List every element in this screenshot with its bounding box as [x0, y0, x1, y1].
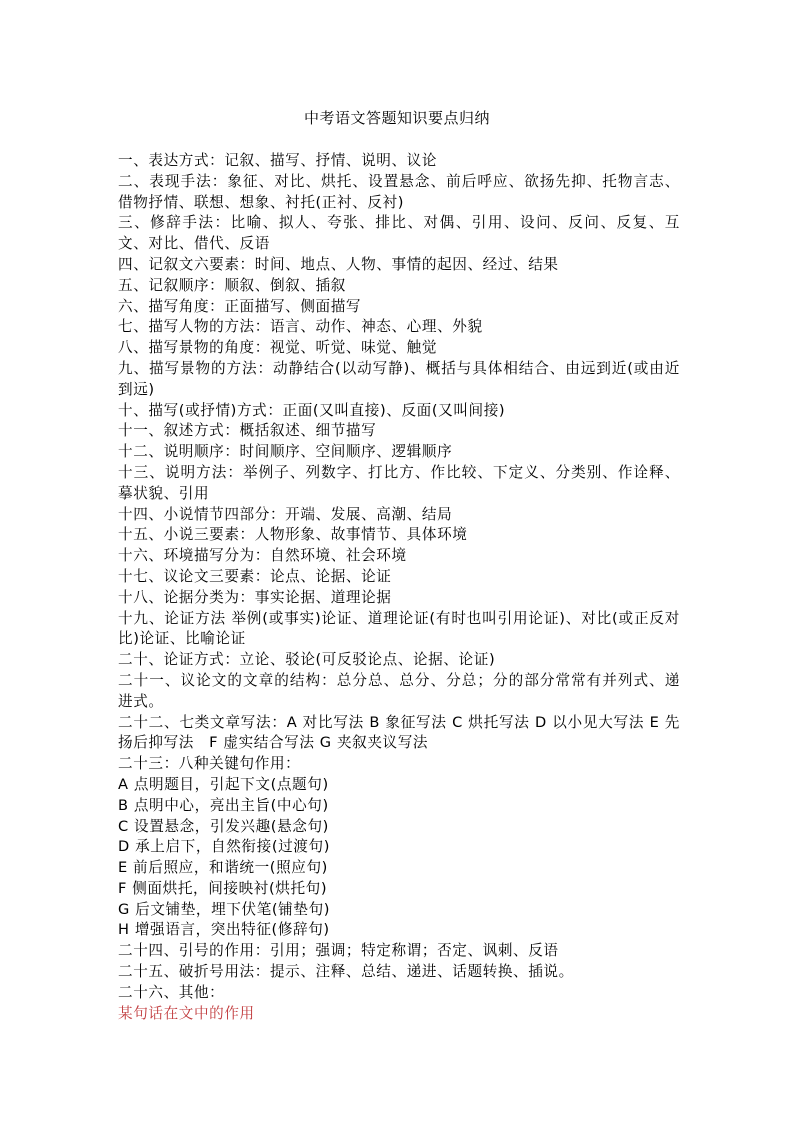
paragraph-18: 十八、论据分类为：事实论据、道理论据	[118, 588, 392, 606]
key-sentence-b: B 点明中心，亮出主旨(中心句)	[118, 796, 329, 814]
paragraph-3: 三、修辞手法：比喻、拟人、夸张、排比、对偶、引用、设问、反问、反复、互文、对比、借代、反语	[118, 214, 680, 253]
paragraph-4: 四、记叙文六要素：时间、地点、人物、事情的起因、经过、结果	[118, 255, 559, 273]
paragraph-8: 八、描写景物的角度：视觉、听觉、味觉、触觉	[118, 339, 438, 357]
key-sentence-d: D 承上启下，自然衔接(过渡句)	[118, 838, 330, 856]
paragraph-21: 二十一、议论文的文章的结构：总分总、总分、分总；分的部分常常有并列式、递进式。	[118, 671, 680, 710]
paragraph-17: 十七、议论文三要素：论点、论据、论证	[118, 567, 392, 585]
highlighted-heading: 某句话在文中的作用	[118, 1004, 255, 1022]
paragraph-23: 二十三：八种关键句作用：	[118, 755, 301, 773]
paragraph-15: 十五、小说三要素：人物形象、故事情节、具体环境	[118, 526, 468, 544]
document-title: 中考语文答题知识要点归纳	[303, 109, 490, 127]
key-sentence-a: A 点明题目，引起下文(点题句)	[118, 775, 329, 793]
paragraph-2: 二、表现手法：象征、对比、烘托、设置悬念、前后呼应、欲扬先抑、托物言志、借物抒情、联想、想象、衬托(正衬、反衬)	[118, 172, 680, 211]
key-sentence-e: E 前后照应，和谐统一(照应句)	[118, 859, 328, 877]
paragraph-9: 九、描写景物的方法：动静结合(以动写静)、概括与具体相结合、由远到近(或由近到远)	[118, 359, 680, 398]
paragraph-20: 二十、论证方式：立论、驳论(可反驳论点、论据、论证)	[118, 651, 496, 669]
paragraph-12: 十二、说明顺序：时间顺序、空间顺序、逻辑顺序	[118, 443, 453, 461]
paragraph-6: 六、描写角度：正面描写、侧面描写	[118, 297, 362, 315]
paragraph-16: 十六、环境描写分为：自然环境、社会环境	[118, 547, 407, 565]
paragraph-24: 二十四、引号的作用：引用；强调；特定称谓；否定、讽刺、反语	[118, 942, 559, 960]
paragraph-10: 十、描写(或抒情)方式：正面(又叫直接)、反面(又叫间接)	[118, 401, 506, 419]
paragraph-26: 二十六、其他：	[118, 983, 225, 1001]
paragraph-13: 十三、说明方法：举例子、列数字、打比方、作比较、下定义、分类别、作诠释、摹状貌、引用	[118, 463, 680, 502]
paragraph-7: 七、描写人物的方法：语言、动作、神态、心理、外貌	[118, 318, 483, 336]
key-sentence-h: H 增强语言，突出特征(修辞句)	[118, 921, 330, 939]
key-sentence-g: G 后文铺垫，埋下伏笔(铺垫句)	[118, 900, 331, 918]
paragraph-5: 五、记叙顺序：顺叙、倒叙、插叙	[118, 276, 346, 294]
paragraph-25: 二十五、破折号用法：提示、注释、总结、递进、话题转换、插说。	[118, 963, 574, 981]
key-sentence-f: F 侧面烘托，间接映衬(烘托句)	[118, 879, 328, 897]
paragraph-1: 一、表达方式：记叙、描写、抒情、说明、议论	[118, 152, 438, 169]
paragraph-11: 十一、叙述方式：概括叙述、细节描写	[118, 422, 377, 440]
paragraph-22: 二十二、七类文章写法：A 对比写法 B 象征写法 C 烘托写法 D 以小见大写法 E 先扬后抑写法 F 虚实结合写法 G 夹叙夹议写法	[118, 713, 680, 752]
document-body	[118, 151, 680, 1024]
paragraph-19: 十九、论证方法 举例(或事实)论证、道理论证(有时也叫引用论证)、对比(或正反对比)论证、比喻论证	[118, 609, 680, 648]
key-sentence-c: C 设置悬念，引发兴趣(悬念句)	[118, 817, 329, 835]
paragraph-14: 十四、小说情节四部分：开端、发展、高潮、结局	[118, 505, 453, 523]
